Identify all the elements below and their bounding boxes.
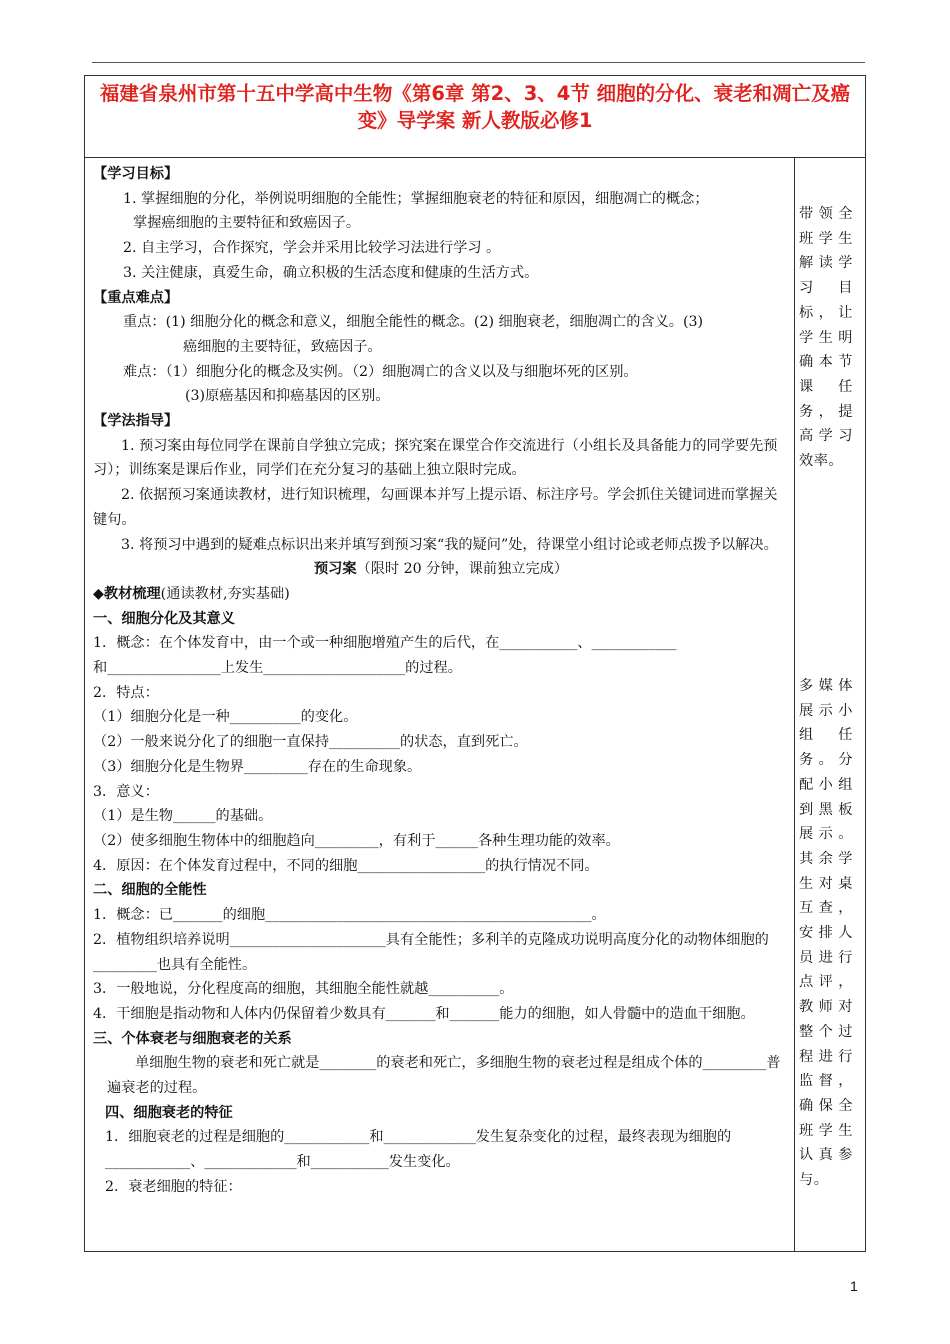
s2-line-4: 4．干细胞是指动物和人体内仍保留着少数具有_______和_______能力的细胞，如人骨髓中的造血干细胞。 <box>93 1005 755 1022</box>
header-rule <box>92 62 865 63</box>
method-2: 2. 依据预习案通读教材，进行知识梳理，勾画课本并写上提示语、标注序号。学会抓住关键词进而掌握关键句。 <box>93 487 778 528</box>
s2-line-2: 2．植物组织培养说明______________________具有全能性；多利羊的克隆成功说明高度分化的动物体细胞的_________也具有全能性。 <box>93 931 769 973</box>
section-2-heading: 二、细胞的全能性 <box>93 882 207 899</box>
s1-line-9: （2）使多细胞生物体中的细胞趋向_________，有利于______各种生理功能的效率。 <box>93 832 620 849</box>
s1-line-3: 2．特点： <box>93 684 159 701</box>
goal-1a: 1. 掌握细胞的分化，举例说明细胞的全能性；掌握细胞衰老的特征和原因，细胞凋亡的概念； <box>123 190 709 207</box>
page-number: 1 <box>850 1278 858 1294</box>
s3-line-1: 单细胞生物的衰老和死亡就是________的衰老和死亡，多细胞生物的衰老过程是组成个体的_________普遍衰老的过程。 <box>107 1055 781 1097</box>
method-3: 3. 将预习中遇到的疑难点标识出来并填写到预习案“我的疑问”处，待课堂小组讨论或老师点拨予以解决。 <box>121 536 778 553</box>
difficult-points-1: 难点：（1）细胞分化的概念及实例。（2）细胞凋亡的含义以及与细胞坏死的区别。 <box>123 363 638 380</box>
worksheet-table <box>84 75 866 1252</box>
s1-line-8: （1）是生物______的基础。 <box>93 808 273 825</box>
document-title: 福建省泉州市第十五中学高中生物《第6章 第2、3、4节 细胞的分化、衰老和凋亡及癌变》导学案 新人教版必修1 <box>99 82 851 132</box>
learning-goals-heading: 【学习目标】 <box>93 166 179 182</box>
textbook-sort-bold: ◆教材梳理 <box>93 585 161 602</box>
key-difficult-heading: 【重点难点】 <box>93 289 179 306</box>
s1-line-4: （1）细胞分化是一种__________的变化。 <box>93 709 358 726</box>
s1-line-10: 4．原因：在个体发育过程中，不同的细胞__________________的执行情况不同。 <box>93 857 599 874</box>
s1-line-5: （2）一般来说分化了的细胞一直保持__________的状态，直到死亡。 <box>93 734 528 751</box>
s1-line-7: 3．意义： <box>93 783 159 800</box>
key-points-2: 癌细胞的主要特征，致癌因子。 <box>183 338 382 355</box>
s1-line-1: 1．概念：在个体发育中，由一个或一种细胞增殖产生的后代，在___________、____________ <box>93 635 677 652</box>
s1-line-2: 和________________上发生____________________的过程。 <box>93 660 462 677</box>
goal-3: 3. 关注健康，真爱生命，确立积极的生活态度和健康的生活方式。 <box>123 264 539 281</box>
teacher-note-1: 带领全班学生解读学习目标，让学生明确本节课任务，提高学习效率。 <box>799 206 853 470</box>
main-content <box>93 162 789 1200</box>
preview-title-rest: （限时 20 分钟，课前独立完成） <box>356 561 569 578</box>
s1-line-6: （3）细胞分化是生物界_________存在的生命现象。 <box>93 758 422 775</box>
s2-line-3: 3．一般地说，分化程度高的细胞，其细胞全能性就越__________。 <box>93 981 514 998</box>
goal-2: 2. 自主学习，合作探究，学会并采用比较学习法进行学习 。 <box>123 240 501 257</box>
preview-title <box>93 557 789 582</box>
method-heading: 【学法指导】 <box>93 413 179 430</box>
s2-line-1: 1．概念：已_______的细胞______________________________________________。 <box>93 907 606 924</box>
difficult-points-2: (3)原癌基因和抑癌基因的区别。 <box>185 388 390 405</box>
s4-line-2: 2．衰老细胞的特征： <box>105 1178 242 1195</box>
title-cell <box>85 76 865 158</box>
preview-title-bold: 预习案 <box>313 561 357 578</box>
column-divider <box>794 158 795 1251</box>
s4-line-1: 1．细胞衰老的过程是细胞的____________和_____________发生复杂变化的过程，最终表现为细胞的____________、_____________和___________发生变化。 <box>105 1129 732 1171</box>
section-4-heading: 四、细胞衰老的特征 <box>105 1104 233 1121</box>
key-points-1: 重点：(1) 细胞分化的概念和意义，细胞全能性的概念。(2) 细胞衰老，细胞凋亡的含义。(3) <box>123 314 704 331</box>
teacher-note-2: 多媒体展示小组任务。分配小组到黑板展示。其余学生对桌互查，安排人员进行点评，教师对整个过程进行监督，确保全班学生认真参与。 <box>799 678 853 1189</box>
section-3-heading: 三、个体衰老与细胞衰老的关系 <box>93 1030 292 1047</box>
section-1-heading: 一、细胞分化及其意义 <box>93 610 235 627</box>
textbook-sort-rest: (通读教材,夯实基础) <box>160 585 290 602</box>
goal-1b: 掌握癌细胞的主要特征和致癌因子。 <box>133 215 361 232</box>
textbook-sort-line <box>93 582 789 607</box>
method-1: 1. 预习案由每位同学在课前自学独立完成；探究案在课堂合作交流进行（小组长及具备能力的同学要先预习）；训练案是课后作业，同学们在充分复习的基础上独立限时完成。 <box>93 437 778 479</box>
